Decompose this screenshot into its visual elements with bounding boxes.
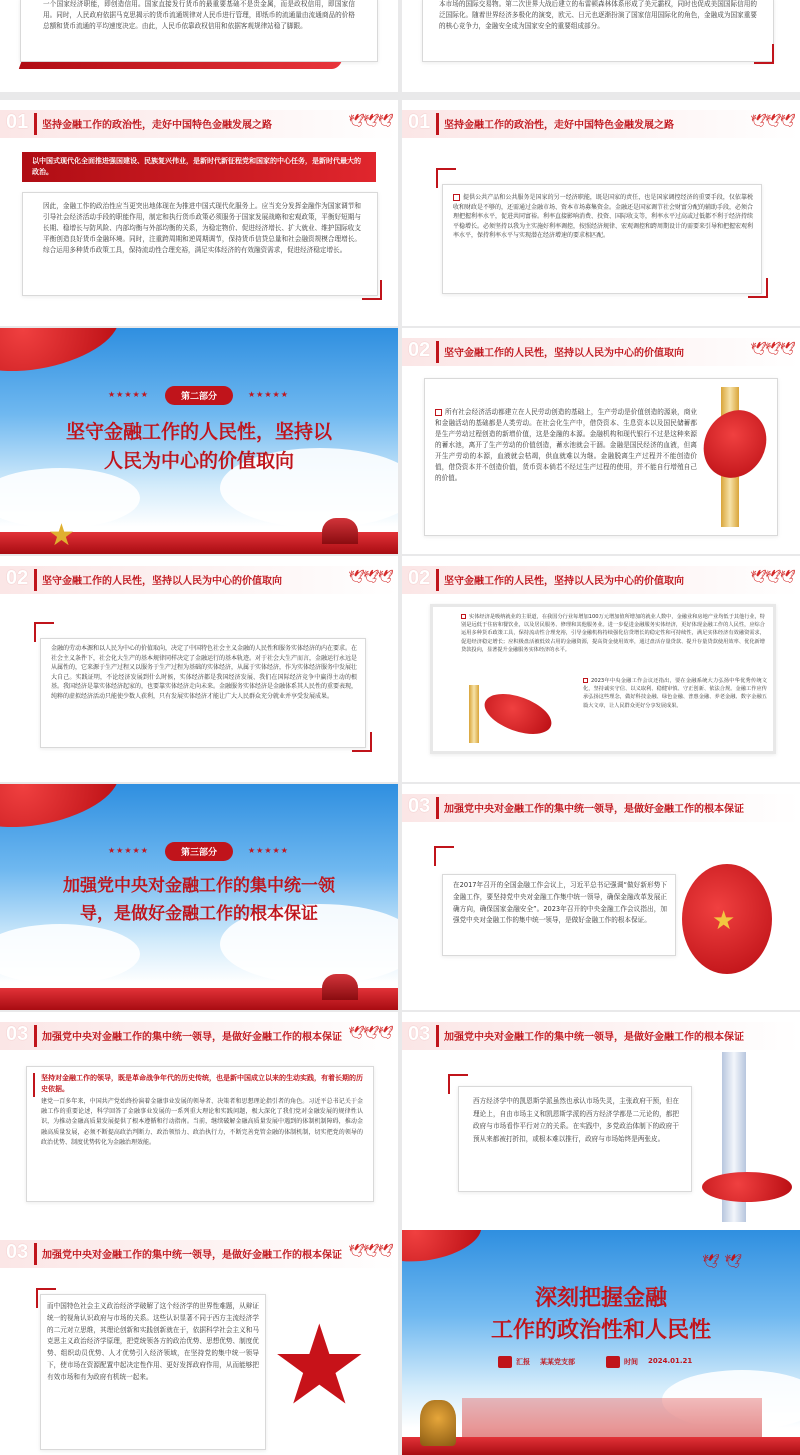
red-bottom-band — [402, 1437, 800, 1455]
section-number: 03 — [408, 1023, 431, 1045]
header-bar — [436, 569, 439, 591]
body-text-content: 2023年中央金融工作会议还指出，要在金融系统大力弘扬中华优秀传统文化，坚持诚实守信、以义取利、稳健审慎、守正创新、依法合规。金融工作应传承弘扬这些理念，做好科技金融、绿色金融、普惠金融、养老金融、数字金融五篇大文章，让人民群众更好分享发展成果。 — [583, 678, 767, 709]
corner-bracket — [748, 278, 768, 298]
cover-title-line1: 坚守金融工作的人民性，坚持以 — [65, 421, 332, 443]
section-title: 坚守金融工作的人民性，坚持以人民为中心的价值取向 — [444, 576, 684, 587]
section-header — [0, 1022, 398, 1050]
cover-title-line2: 人民为中心的价值取向 — [103, 450, 294, 472]
header-bar — [436, 797, 439, 819]
time-badge — [606, 1356, 620, 1368]
slide-08 — [402, 556, 800, 782]
section-header — [0, 110, 398, 138]
part-label: 第三部分 — [165, 842, 233, 861]
flag-icon — [702, 1172, 792, 1202]
dove-icon: 🕊 🕊 — [702, 1254, 742, 1270]
header-bar — [436, 1025, 439, 1047]
lead-text: 坚持对金融工作的领导，既是革命战争年代的历史传统，也是新中国成立以来的生动实践，有着长期的历史依据。 — [41, 1074, 363, 1093]
temple-icon — [322, 518, 358, 544]
text-box — [40, 1294, 266, 1450]
slide-09-cover-part3 — [0, 784, 398, 1010]
reporter-value: 某某党支部 — [540, 1358, 575, 1366]
reporter-badge — [498, 1356, 512, 1368]
text-box — [22, 192, 378, 296]
text-box — [458, 1086, 692, 1192]
text-box — [442, 874, 676, 956]
slide-13 — [0, 1230, 398, 1455]
cover-title-line1: 加强党中央对金融工作的集中统一领 — [63, 876, 335, 896]
header-bar — [34, 1243, 37, 1265]
text-box — [422, 0, 774, 62]
section-number: 02 — [408, 339, 431, 361]
text-box — [442, 184, 762, 294]
accent-bar — [33, 1073, 35, 1097]
reporter-label: 汇报 — [516, 1358, 530, 1366]
dove-icon: 🕊🕊🕊 — [750, 570, 794, 585]
bullet-icon — [435, 409, 442, 416]
section-header — [402, 1022, 800, 1050]
body-text: 西方经济学中的凯恩斯学派虽然也承认市场失灵，主张政府干预，但在理论上，自由市场主义和凯恩斯学派的西方经济学都是二元论的，都把政府与市场看作平行对立的关系。在实践中，多党政治体制下的政府干预从来都被打折扣，或根本难以推行，政府与市场始终是两张皮。 — [473, 1097, 679, 1143]
slide-05-cover-part2 — [0, 328, 398, 554]
section-header — [0, 566, 398, 594]
lion-icon — [420, 1400, 456, 1446]
dove-icon: 🕊🕊🕊 — [348, 1026, 392, 1041]
stars-right: ★★★★★ — [248, 846, 289, 855]
star-icon: ★ — [712, 906, 736, 936]
stars-left: ★★★★★ — [108, 390, 149, 399]
slide-06 — [402, 328, 800, 554]
section-title: 坚持金融工作的政治性，走好中国特色金融发展之路 — [444, 120, 674, 131]
slide-14-closing — [402, 1230, 800, 1455]
section-title: 坚持金融工作的政治性，走好中国特色金融发展之路 — [42, 120, 272, 131]
stars-right: ★★★★★ — [248, 390, 289, 399]
section-number: 02 — [408, 567, 431, 589]
corner-bracket — [362, 280, 382, 300]
text-box — [20, 0, 378, 62]
temple-icon — [322, 974, 358, 1000]
star-icon: ★ — [48, 518, 75, 553]
section-number: 01 — [408, 111, 431, 133]
section-title: 加强党中央对金融工作的集中统一领导，是做好金融工作的根本保证 — [444, 804, 744, 815]
body-text: 金融的劳动本源和以人民为中心的价值取向，决定了中国特色社会主义金融的人民性和服务实体经济的内在要求。在社会主义条件下，社会化大生产的基本规律同样决定了金融运行的基本轨迹。对于社会大生产而言，金融运行永远是从属性的，它来源于生产过程又以服务于生产过程为基础的实体经济，从属于实体经济，作为实体经济服务中发展壮大自己。实践证明，不论经济发展到什么时候，实体经济都是我国经济发展、我们在国际经济竞争中赢得主动的根基。我国经济是靠实体经济起家的，也要靠实体经济走向未来。金融服务实体经济是金融体系其人民性的重要表现，纯粹的虚拟经济活动只能使少数人获利，只有发展实体经济才能让广大人民群众充分就业并享受发展成果。 — [51, 645, 358, 700]
header-bar — [436, 113, 439, 135]
section-header — [402, 794, 800, 822]
section-number: 03 — [6, 1023, 29, 1045]
slide-10 — [402, 784, 800, 1010]
body-text — [453, 193, 753, 241]
skyline — [462, 1398, 762, 1438]
text-box — [40, 638, 366, 748]
section-title: 加强党中央对金融工作的集中统一领导，是做好金融工作的根本保证 — [42, 1032, 342, 1043]
body-text: 在2017年召开的全国金融工作会议上，习近平总书记强调“做好新形势下金融工作，要坚持党中央对金融工作集中统一领导，确保金融改革发展正确方向，确保国家金融安全”。2023年召开的中央金融工作会议指出，加强党中央对金融工作的集中统一领导，是做好金融工作的根本保证。 — [453, 881, 667, 925]
dove-icon: 🕊🕊🕊 — [348, 114, 392, 129]
slide-04 — [402, 100, 800, 326]
bullet-icon — [583, 678, 588, 683]
dove-icon: 🕊🕊🕊 — [750, 114, 794, 129]
header-bar — [34, 1025, 37, 1047]
cover-title-line2: 导，是做好金融工作的根本保证 — [80, 904, 318, 924]
section-number: 01 — [6, 111, 29, 133]
red-ribbon-decor — [19, 62, 342, 69]
closing-title-line2: 工作的政治性和人民性 — [490, 1318, 711, 1343]
slide-11 — [0, 1012, 398, 1238]
section-header — [402, 110, 800, 138]
corner-bracket — [754, 44, 774, 64]
section-title: 加强党中央对金融工作的集中统一领导，是做好金融工作的根本保证 — [444, 1032, 744, 1043]
slide-03 — [0, 100, 398, 326]
slide-07 — [0, 556, 398, 782]
dove-icon: 🕊🕊🕊 — [348, 570, 392, 585]
bullet-icon — [453, 194, 460, 201]
body-text-2 — [583, 677, 767, 710]
closing-title-line1: 深刻把握金融 — [534, 1286, 667, 1311]
highlight-band: 以中国式现代化全面推进强国建设、民族复兴伟业，是新时代新征程党和国家的中心任务，是新时代最大的政治。 — [22, 152, 376, 182]
huabiao-pillar-icon — [469, 685, 479, 743]
stars-left: ★★★★★ — [108, 846, 149, 855]
time-value: 2024.01.21 — [648, 1357, 693, 1365]
slide-12 — [402, 1012, 800, 1238]
header-bar — [436, 341, 439, 363]
section-title: 坚守金融工作的人民性，坚持以人民为中心的价值取向 — [444, 348, 684, 359]
body-text-content: 所有社会经济活动都建立在人民劳动创造的基础上，生产劳动是价值创造的源泉，商业和金融活动的基础都是人类劳动。在社会化生产中，借贷资本、生息资本以及国民储蓄都是生产劳动过程创造的新增价值，这是金融的本源。金融机构和现代银行不过是这种来源的蓄水池，离开了生产劳动的价值创造，蓄水池就会干涸。金融是国民经济的血液，但离开生产劳动的本源，血液就会枯竭，供血就难以为继。金融脱离生产过程并不能创造价值，借贷资本并不创造价值，货币资本倘若不经过生产过程的使用，并不能自行增殖自己的价值。 — [435, 408, 697, 482]
section-header — [0, 1240, 398, 1268]
section-number: 02 — [6, 567, 29, 589]
section-title: 坚守金融工作的人民性，坚持以人民为中心的价值取向 — [42, 576, 282, 587]
body-text — [435, 407, 697, 484]
text-box — [424, 378, 778, 536]
section-number: 03 — [6, 1241, 29, 1263]
body-text-content: 实体经济是吸纳就业的主渠道，在我国分行业每增加100万元增加值所增加的就业人数中，金融业和房地产业均低于其他行业，特别是远低于住宿和餐饮业，以及居民服务、修理和其他服务业。进一步促进金融服务实体经济，更好体现金融工作的人民性，应综合运用多种货币政策工具，保持流动性合理充裕，引导金融机构持续强化信贷增长的稳定性和可持续性，满足实体经济有效融资需求，促进经济稳定增长；应积极盘活被低效占用的金融资源，提高资金使用效率，通过盘活存量贷款、提升存量贷款使用效率、优化新增贷款投向，显著提升金融服务实体经济的水平。 — [461, 614, 765, 653]
section-header — [402, 566, 800, 594]
header-bar — [34, 569, 37, 591]
time-label: 时间 — [624, 1358, 638, 1366]
body-text: 而中国特色社会主义政治经济学破解了这个经济学的世界性难题，从辩证统一的视角认识政府与市场的关系。这些认识显著不同于西方主流经济学的二元对立思维，其理论创新和实践创新就在于，依据科学社会主义和马克思主义政治经济学原理，把党统领各方的政治优势、思想优势、制度优势、组织动员优势、人才优势引入经济领域，在坚持党的集中统一领导下，使市场在资源配置中起决定性作用、更好发挥政府作用，从而能够把有效市场和有为政府有机统一起来。 — [47, 1302, 259, 1381]
body-text-1 — [461, 613, 765, 654]
text-box — [430, 604, 776, 754]
slide-01-tail — [0, 0, 398, 92]
dove-icon: 🕊🕊🕊 — [348, 1244, 392, 1259]
body-text: 本市场的国际交易物。第二次世界大战后建立的布雷顿森林体系形成了美元霸权，同时也促成美国国际信用的泛国际化。随着世界经济多极化的演变，欧元、日元也逐渐扮演了国家信用国际化的角色，金融成为国家重要的核心竞争力，金融安全成为国家安全的重要组成部分。 — [439, 0, 757, 30]
flag-icon — [479, 686, 556, 742]
dove-icon: 🕊🕊🕊 — [750, 342, 794, 357]
part-label: 第二部分 — [165, 386, 233, 405]
body-text-content: 提供公共产品和公共服务是国家的另一经济职能，既是国家的责任，也是国家调控经济的重要手段，仅依靠税收和财政是不够的，还需通过金融市场、资本市场募集资金。金融还是国家调节社会财富分配的辅助手段，必须合理把握利率水平，促进共同富裕。利率直接影响消费、投资、国际收支等，利率水平过高或过低都不利于经济持续平稳增长。必须坚持以我为主实施好利率调控，按照经济规律、宏观调控和跨周期设计的需要来引导和把握宏观利率水平，保持利率水平与实现潜在经济增速的要求相匹配。 — [453, 194, 754, 240]
body-text: 因此，金融工作的政治性应当更突出地体现在为推进中国式现代化服务上。应当充分发挥金融作为国家调节和引导社会经济活动手段的职能作用，制定和执行货币政策必须服务于国家发展战略和宏观政策，平衡好短期与长期、稳增长与防风险、内部均衡与外部均衡的关系，为稳定物价、促进经济增长、扩大就业、维护国际收支平衡创造良好货币金融环境。同时，注重跨周期和逆周期调节，保持货币信贷总量和社会融资规模合理增长。综合运用多种货币政策工具，保持流动性合理充裕，满足实体经济的有效融资需求，促进经济稳定增长。 — [43, 202, 361, 254]
star-icon: ★ — [270, 1301, 369, 1429]
body-text: 建党一百多年来，中国共产党始终扮演着金融事业发展的领导者、决策者和思想理论指引者的角色。习近平总书记关于金融工作的重要论述，科学回答了金融事业发展的一系列重大理论和实践问题，极大深化了我们党对金融发展的规律性认识，为推动金融高质量发展提供了根本遵循和行动指南。当前，继续破解金融高质量发展中遇到的体制机制障碍，推动金融高质量发展，必须不断提高政治判断力、政治领悟力、政治执行力，不断完善党管金融的体制机制，切实把党的领导的政治优势、制度优势转化为金融治理效能。 — [41, 1098, 363, 1146]
section-title: 加强党中央对金融工作的集中统一领导，是做好金融工作的根本保证 — [42, 1250, 342, 1261]
corner-bracket — [352, 732, 372, 752]
section-number: 03 — [408, 795, 431, 817]
header-bar — [34, 113, 37, 135]
slide-02-tail — [402, 0, 800, 92]
section-header — [402, 338, 800, 366]
text-box — [26, 1066, 374, 1202]
body-text: 一个国家经济职能，即创造信用。国家直接发行货币的最重要基础不是贵金属，而是政权信用，即国家信用。同时，人民政府依据马克思揭示的货币流通规律对人民币进行管理，即纸币的流通量由流通商品的价格总额和货币流通的平均速度决定。由此，人民币依靠政权信用和依据客观规律站稳了脚跟。 — [43, 0, 355, 30]
flag-icon — [692, 399, 779, 490]
bullet-icon — [461, 614, 466, 619]
corner-bracket — [434, 846, 454, 866]
